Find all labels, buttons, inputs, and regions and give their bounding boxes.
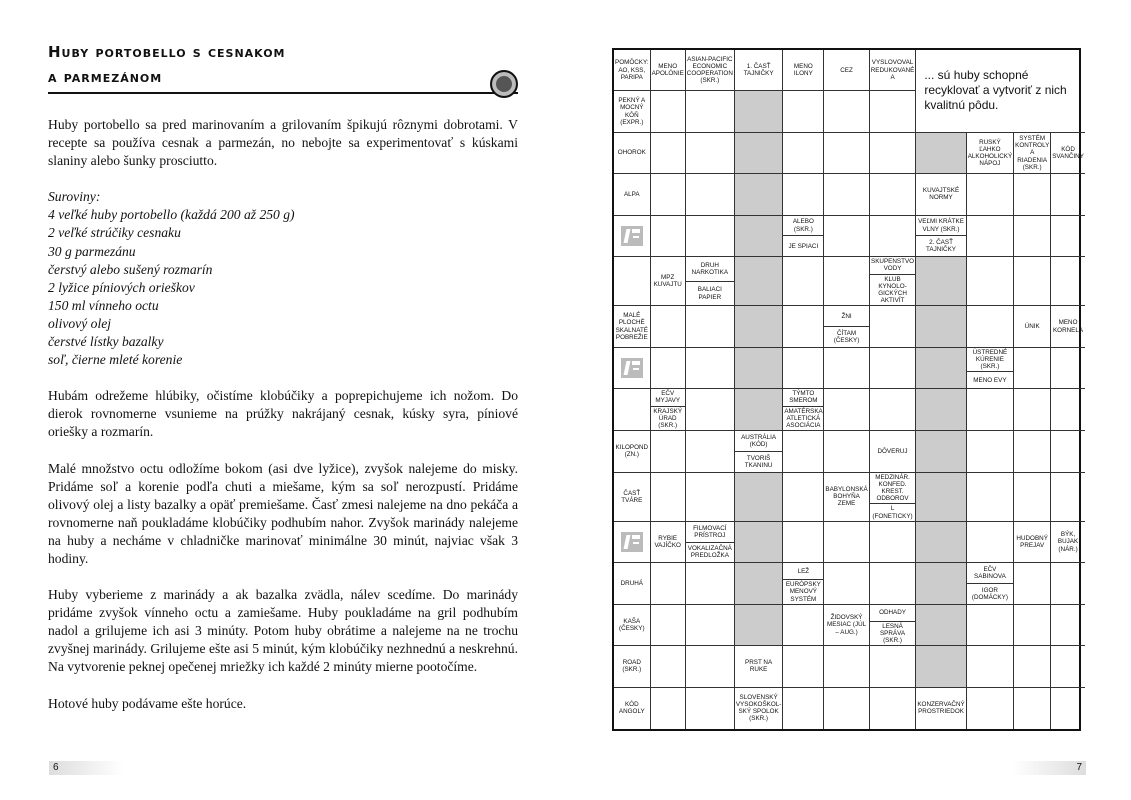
clue-cell bbox=[783, 50, 824, 91]
clue-text: AUSTRÁLIA (KÓD) bbox=[735, 431, 782, 452]
shaded-cell bbox=[916, 389, 966, 431]
clue-cell bbox=[1051, 306, 1085, 347]
answer-cell[interactable] bbox=[783, 91, 824, 132]
answer-cell[interactable] bbox=[870, 688, 917, 729]
clue-cell bbox=[783, 563, 824, 604]
clue-text: ALEBO (SKR.) bbox=[783, 216, 823, 237]
answer-cell[interactable] bbox=[686, 605, 735, 646]
clue-text: MENO EVY bbox=[973, 376, 1007, 384]
ingredients-list bbox=[48, 188, 518, 369]
clue-cell bbox=[824, 50, 869, 91]
ingredient-item: 150 ml vínneho octu bbox=[48, 297, 159, 313]
answer-cell[interactable] bbox=[686, 431, 735, 472]
clue-text: SKUPENSTVO VODY bbox=[870, 257, 916, 274]
answer-cell[interactable] bbox=[967, 431, 1014, 472]
clue-text: ŽNI bbox=[824, 306, 868, 327]
clue-text: KÓD ANGOLY bbox=[618, 701, 645, 716]
answer-cell[interactable] bbox=[651, 605, 686, 646]
clue-text: ALPA bbox=[623, 190, 640, 198]
answer-cell[interactable] bbox=[824, 257, 869, 306]
clue-cell bbox=[735, 431, 783, 472]
clue-text: VYSLOVOVAL REDUKOVANÉ A bbox=[870, 59, 915, 81]
answer-cell[interactable] bbox=[1051, 348, 1085, 389]
clue-text: ÚSTREDNÉ KÚRENIE (SKR.) bbox=[967, 348, 1013, 373]
shaded-cell bbox=[735, 563, 783, 604]
clue-text: DÔVERUJ bbox=[877, 447, 908, 455]
photo-clue-icon bbox=[621, 226, 643, 246]
clue-text: 1. ČASŤ TAJNIČKY bbox=[743, 63, 774, 78]
clue-cell bbox=[916, 174, 966, 215]
clue-text: BALIACI PAPIER bbox=[697, 286, 722, 301]
clue-cell bbox=[614, 473, 651, 522]
shaded-cell bbox=[916, 257, 966, 306]
clue-text: TVORIŠ TKANINU bbox=[744, 454, 773, 469]
clue-cell bbox=[614, 563, 651, 604]
ingredient-item: 2 lyžice píniových orieškov bbox=[48, 279, 195, 295]
recipe-body bbox=[48, 116, 518, 713]
answer-cell[interactable] bbox=[967, 389, 1014, 431]
answer-cell[interactable] bbox=[824, 348, 869, 389]
title-underline bbox=[48, 92, 518, 94]
clue-text: EČV SABINOVA bbox=[967, 563, 1013, 584]
answer-cell[interactable] bbox=[824, 216, 869, 257]
shaded-cell bbox=[735, 174, 783, 215]
answer-cell[interactable] bbox=[651, 563, 686, 604]
answer-cell[interactable] bbox=[686, 646, 735, 687]
answer-cell[interactable] bbox=[967, 688, 1014, 729]
clue-text: ČÍTAM (ČESKY) bbox=[833, 329, 860, 344]
page-number-right: 7 bbox=[1012, 761, 1086, 775]
recipe-step: Malé množstvo octu odložíme bokom (asi dve lyžice), zvyšok nalejeme do misky. Pridáme soľ a korenie podľa chuti a miešame, kým sa soľ nerozpustí. Pridáme olivový olej a listy bazalky a opäť premiešame. Časť zmesi nalejeme na dno pekáča a rovnomerne naň poukladáme klobúčiky podhubím nahor. Zvyšok marinády nalejeme na huby a necháme v chladničke marinovať minimálne 30 minút, najviac však 3 hodiny. bbox=[48, 460, 518, 566]
clue-text: VOKALIZAČNÁ PREDLOŽKA bbox=[687, 545, 732, 560]
clue-cell bbox=[1014, 133, 1051, 174]
shaded-cell bbox=[735, 389, 783, 431]
clue-text: ASIAN-PACIFIC ECONOMIC COOPERATION (SKR.) bbox=[686, 55, 733, 85]
clue-text: ŽIDOVSKÝ MESIAC (JÚL – AUG.) bbox=[826, 614, 867, 636]
answer-cell[interactable] bbox=[1051, 257, 1085, 306]
clue-text: KLUB KYNOLO-GICKÝCH AKTIVÍT bbox=[878, 275, 907, 305]
photo-clue-cell bbox=[614, 348, 651, 389]
photo-clue-cell bbox=[614, 522, 651, 563]
crossword-hint-box bbox=[916, 50, 1085, 133]
clue-text: KILOPOND (ZN.) bbox=[615, 444, 649, 459]
recipe-intro: Huby portobello sa pred marinovaním a grilovaním špikujú rôznymi dobrotami. V recepte sa používa cesnak a parmezán, no nebojte sa experimentovať s kúskami slaniny alebo šunky prosciutto. bbox=[48, 117, 518, 169]
answer-cell[interactable] bbox=[870, 389, 917, 431]
shaded-cell bbox=[735, 216, 783, 257]
clue-text: OHOROK bbox=[617, 149, 646, 157]
answer-cell[interactable] bbox=[1014, 174, 1051, 215]
ingredient-item: 2 veľké strúčiky cesnaku bbox=[48, 225, 181, 241]
ingredient-item: 30 g parmezánu bbox=[48, 243, 136, 259]
clue-text: EURÓPSKY MENOVÝ SYSTÉM bbox=[785, 581, 821, 603]
answer-cell[interactable] bbox=[967, 257, 1014, 306]
shaded-cell bbox=[916, 431, 966, 472]
ingredient-item: soľ, čierne mleté korenie bbox=[48, 352, 183, 368]
answer-cell[interactable] bbox=[686, 473, 735, 522]
clue-cell bbox=[614, 605, 651, 646]
answer-cell[interactable] bbox=[824, 91, 869, 132]
answer-cell[interactable] bbox=[783, 473, 824, 522]
clue-text: ODHADY bbox=[870, 605, 916, 622]
answer-cell[interactable] bbox=[1014, 257, 1051, 306]
answer-cell[interactable] bbox=[1051, 563, 1085, 604]
answer-cell[interactable] bbox=[967, 522, 1014, 563]
answer-cell[interactable] bbox=[1051, 473, 1085, 522]
clue-cell bbox=[735, 50, 783, 91]
clue-text: SLOVENSKÝ VYSOKOŠKOL-SKÝ SPOLOK (SKR.) bbox=[735, 693, 782, 723]
shaded-cell bbox=[916, 646, 966, 687]
clue-cell bbox=[614, 688, 651, 729]
answer-cell[interactable] bbox=[967, 216, 1014, 257]
clue-cell bbox=[651, 522, 686, 563]
answer-cell[interactable] bbox=[1014, 473, 1051, 522]
photo-clue-icon bbox=[621, 532, 643, 552]
answer-cell[interactable] bbox=[870, 646, 917, 687]
clue-cell bbox=[1051, 133, 1085, 174]
answer-cell[interactable] bbox=[1014, 646, 1051, 687]
photo-clue-cell bbox=[614, 216, 651, 257]
clue-text: KRAJSKÝ ÚRAD (SKR.) bbox=[653, 407, 683, 430]
answer-cell[interactable] bbox=[1014, 348, 1051, 389]
answer-cell[interactable] bbox=[1014, 431, 1051, 472]
answer-cell[interactable] bbox=[651, 348, 686, 389]
clue-text: BÝK, BUJAK (NÁR.) bbox=[1057, 531, 1079, 553]
clue-text: KUVAJTSKÉ NORMY bbox=[922, 187, 960, 202]
clue-text: MENO APOLÓNIE bbox=[651, 63, 684, 78]
answer-cell[interactable] bbox=[783, 306, 824, 347]
clue-cell bbox=[686, 257, 735, 306]
clue-text: POMÔCKY: AO, KSS, PARIPA bbox=[615, 59, 649, 81]
shaded-cell bbox=[735, 605, 783, 646]
clue-text: MENO ILONY bbox=[793, 63, 813, 78]
answer-cell[interactable] bbox=[783, 257, 824, 306]
clue-text: ÚNIK bbox=[1024, 322, 1040, 330]
clue-text: AMATÉRSKA ATLETICKÁ ASOCIÁCIA bbox=[784, 407, 823, 430]
answer-cell[interactable] bbox=[870, 348, 917, 389]
answer-cell[interactable] bbox=[651, 431, 686, 472]
clue-text: L (FONETICKY) bbox=[872, 505, 913, 520]
clue-cell bbox=[651, 389, 686, 431]
clue-cell bbox=[614, 389, 651, 431]
answer-cell[interactable] bbox=[1051, 646, 1085, 687]
clue-cell bbox=[870, 431, 917, 472]
clue-text: SYSTÉM KONTROLY A RIADENIA (SKR.) bbox=[1015, 135, 1050, 171]
answer-cell[interactable] bbox=[967, 174, 1014, 215]
clue-cell bbox=[686, 50, 735, 91]
clue-text: LESNÁ SPRÁVA (SKR.) bbox=[879, 622, 906, 644]
answer-cell[interactable] bbox=[783, 605, 824, 646]
answer-cell[interactable] bbox=[686, 563, 735, 604]
clue-cell bbox=[735, 646, 783, 687]
clue-text: MPZ KUVAJTU bbox=[653, 274, 682, 289]
clue-cell bbox=[870, 605, 917, 646]
shaded-cell bbox=[735, 306, 783, 347]
clue-text: MENO KORNELA bbox=[1052, 319, 1084, 334]
clue-cell bbox=[916, 688, 966, 729]
shaded-cell bbox=[735, 473, 783, 522]
answer-cell[interactable] bbox=[783, 431, 824, 472]
recipe-step: Huby vyberieme z marinády a ak bazalka zvädla, nálev scedíme. Do marinády pridáme zvyšok vínneho octu a zamiešame. Huby poukladáme na gril podhubím nadol a grilujeme ich asi 3 minúty. Potom huby obrátime a nalejeme na ne trochu zvyšnej marinády. Grilujeme ešte asi 5 minút, kým klobúčiky nezhnednú a neskrehnú. Na vytvorenie peknej opečenej mriežky ich každé 2 minúty mierne pootočíme. bbox=[48, 587, 518, 675]
clue-text: RYBIE VAJÍČKO bbox=[654, 534, 681, 550]
clue-cell bbox=[614, 306, 651, 347]
clue-cell bbox=[614, 257, 651, 306]
clue-text: FILMOVACÍ PRÍSTROJ bbox=[686, 522, 734, 543]
answer-cell[interactable] bbox=[783, 348, 824, 389]
answer-cell[interactable] bbox=[824, 431, 869, 472]
answer-cell[interactable] bbox=[686, 389, 735, 431]
shaded-cell bbox=[735, 348, 783, 389]
clue-cell bbox=[614, 646, 651, 687]
answer-cell[interactable] bbox=[686, 216, 735, 257]
clue-text: PEKNÝ A MOCNÝ KÔŇ (EXPR.) bbox=[618, 97, 646, 126]
answer-cell[interactable] bbox=[1014, 216, 1051, 257]
answer-cell[interactable] bbox=[870, 174, 917, 215]
page-number-left: 6 bbox=[49, 761, 123, 775]
shaded-cell bbox=[916, 522, 966, 563]
answer-cell[interactable] bbox=[1051, 216, 1085, 257]
clue-text: PRST NA RUKE bbox=[745, 659, 773, 674]
clue-text: DRUHÁ bbox=[620, 579, 643, 587]
answer-cell[interactable] bbox=[967, 306, 1014, 347]
answer-cell[interactable] bbox=[967, 605, 1014, 646]
clue-cell bbox=[614, 133, 651, 174]
answer-cell[interactable] bbox=[824, 522, 869, 563]
ingredient-item: 4 veľké huby portobello (každá 200 až 250 g) bbox=[48, 207, 295, 223]
ingredient-item: olivový olej bbox=[48, 315, 112, 331]
clue-cell bbox=[651, 50, 686, 91]
recipe-step: Hotové huby podávame ešte horúce. bbox=[48, 695, 247, 711]
clue-cell bbox=[967, 563, 1014, 604]
answer-cell[interactable] bbox=[1051, 174, 1085, 215]
answer-cell[interactable] bbox=[1051, 431, 1085, 472]
clue-text: TÝMTO SMEROM bbox=[783, 389, 823, 406]
clue-text: EČV MYJAVY bbox=[651, 389, 685, 406]
shaded-cell bbox=[735, 91, 783, 132]
clue-cell bbox=[824, 473, 869, 522]
clue-cell bbox=[967, 348, 1014, 389]
clue-cell bbox=[686, 522, 735, 563]
mushroom-emblem-icon bbox=[490, 70, 518, 98]
clue-text: MALÉ PLOCHÉ SKALNATÉ POBREŽIE bbox=[615, 312, 649, 341]
answer-cell[interactable] bbox=[686, 174, 735, 215]
clue-cell bbox=[870, 50, 917, 91]
clue-cell bbox=[735, 688, 783, 729]
clue-cell bbox=[870, 473, 917, 522]
answer-cell[interactable] bbox=[686, 688, 735, 729]
answer-cell[interactable] bbox=[651, 216, 686, 257]
shaded-cell bbox=[735, 133, 783, 174]
clue-text: CEZ bbox=[840, 66, 853, 74]
shaded-cell bbox=[735, 257, 783, 306]
recipe-step: Hubám odrežeme hlúbiky, očistíme klobúčiky a poprepichujeme ich nožom. Do dierok rovnomerne vsunieme na prúžky nakrájaný cesnak, kúsky syra, píniové oriešky a rozmarín. bbox=[48, 388, 518, 440]
clue-text: VEĽMI KRÁTKE VLNY (SKR.) bbox=[916, 216, 965, 237]
answer-cell[interactable] bbox=[651, 306, 686, 347]
answer-cell[interactable] bbox=[783, 522, 824, 563]
clue-cell bbox=[783, 216, 824, 257]
answer-cell[interactable] bbox=[651, 473, 686, 522]
answer-cell[interactable] bbox=[651, 688, 686, 729]
clue-cell bbox=[870, 257, 917, 306]
clue-cell bbox=[1051, 522, 1085, 563]
answer-cell[interactable] bbox=[870, 216, 917, 257]
recipe-title bbox=[48, 40, 518, 90]
clue-text: KÓD SVANČINY bbox=[1052, 145, 1084, 161]
clue-text: ROAD (SKR.) bbox=[622, 659, 642, 674]
title-line-1: Huby portobello s cesnakom bbox=[48, 43, 286, 61]
clue-text: DRUH NARKOTIKA bbox=[686, 257, 734, 282]
ingredients-heading: Suroviny: bbox=[48, 189, 101, 205]
answer-cell[interactable] bbox=[783, 688, 824, 729]
answer-cell[interactable] bbox=[870, 306, 917, 347]
answer-cell[interactable] bbox=[1051, 389, 1085, 431]
clue-cell bbox=[651, 257, 686, 306]
title-line-2: a parmezánom bbox=[48, 68, 163, 86]
answer-cell[interactable] bbox=[967, 473, 1014, 522]
clue-cell bbox=[783, 389, 824, 431]
answer-cell[interactable] bbox=[824, 563, 869, 604]
clue-cell bbox=[916, 216, 966, 257]
answer-cell[interactable] bbox=[870, 91, 917, 132]
clue-text: IGOR (DOMÁCKY) bbox=[971, 586, 1008, 601]
answer-cell[interactable] bbox=[651, 646, 686, 687]
answer-cell[interactable] bbox=[686, 348, 735, 389]
clue-text: KAŠA (ČESKY) bbox=[619, 617, 645, 632]
clue-text: MEDZINÁR. KONFED. KREST. ODBOROV bbox=[870, 473, 916, 505]
clue-cell bbox=[824, 605, 869, 646]
clue-text: KONZERVAČNÝ PROSTRIEDOK bbox=[917, 701, 965, 716]
shaded-cell bbox=[916, 605, 966, 646]
answer-cell[interactable] bbox=[783, 133, 824, 174]
answer-cell[interactable] bbox=[686, 91, 735, 132]
clue-cell bbox=[1014, 522, 1051, 563]
answer-cell[interactable] bbox=[967, 646, 1014, 687]
clue-cell bbox=[614, 91, 651, 132]
answer-cell[interactable] bbox=[1014, 389, 1051, 431]
answer-cell[interactable] bbox=[1051, 688, 1085, 729]
recipe-page bbox=[48, 40, 518, 731]
clue-text: HUDOBNÝ PREJAV bbox=[1016, 534, 1048, 550]
answer-cell[interactable] bbox=[824, 133, 869, 174]
clue-text: ČASŤ TVÁRE bbox=[621, 489, 643, 504]
shaded-cell bbox=[916, 306, 966, 347]
clue-text: JE SPIACI bbox=[788, 242, 819, 250]
shaded-cell bbox=[916, 473, 966, 522]
answer-cell[interactable] bbox=[651, 91, 686, 132]
answer-cell[interactable] bbox=[870, 563, 917, 604]
answer-cell[interactable] bbox=[783, 174, 824, 215]
shaded-cell bbox=[735, 522, 783, 563]
clue-cell bbox=[824, 306, 869, 347]
answer-cell[interactable] bbox=[1014, 605, 1051, 646]
shaded-cell bbox=[916, 563, 966, 604]
crossword-grid bbox=[612, 48, 1084, 731]
clue-text: 2. ČASŤ TAJNIČKY bbox=[926, 239, 957, 254]
ingredient-item: čerstvé lístky bazalky bbox=[48, 334, 164, 350]
answer-cell[interactable] bbox=[824, 389, 869, 431]
ingredient-item: čerstvý alebo sušený rozmarín bbox=[48, 261, 213, 277]
shaded-cell bbox=[916, 348, 966, 389]
answer-cell[interactable] bbox=[686, 133, 735, 174]
answer-cell[interactable] bbox=[1014, 688, 1051, 729]
answer-cell[interactable] bbox=[824, 174, 869, 215]
clue-text: RUSKÝ ĽAHKO ALKOHOLICKÝ NÁPOJ bbox=[967, 138, 1013, 168]
clue-cell bbox=[614, 431, 651, 472]
clue-text: BABYLONSKÁ BOHYŇA ZEME bbox=[825, 485, 868, 508]
answer-cell[interactable] bbox=[824, 688, 869, 729]
answer-cell[interactable] bbox=[870, 133, 917, 174]
crossword-hint-text: ... sú huby schopné recyklovať a vytvoriť z nich kvalitnú pôdu. bbox=[924, 68, 1067, 113]
answer-cell[interactable] bbox=[686, 306, 735, 347]
clue-cell bbox=[614, 174, 651, 215]
answer-cell[interactable] bbox=[870, 522, 917, 563]
clue-cell bbox=[614, 50, 651, 91]
answer-cell[interactable] bbox=[651, 174, 686, 215]
clue-cell bbox=[1014, 306, 1051, 347]
answer-cell[interactable] bbox=[651, 133, 686, 174]
answer-cell[interactable] bbox=[1014, 563, 1051, 604]
answer-cell[interactable] bbox=[783, 646, 824, 687]
shaded-cell bbox=[916, 133, 966, 174]
answer-cell[interactable] bbox=[1051, 605, 1085, 646]
clue-text: LEŽ bbox=[783, 563, 823, 580]
photo-clue-icon bbox=[621, 358, 643, 378]
answer-cell[interactable] bbox=[824, 646, 869, 687]
clue-cell bbox=[967, 133, 1014, 174]
